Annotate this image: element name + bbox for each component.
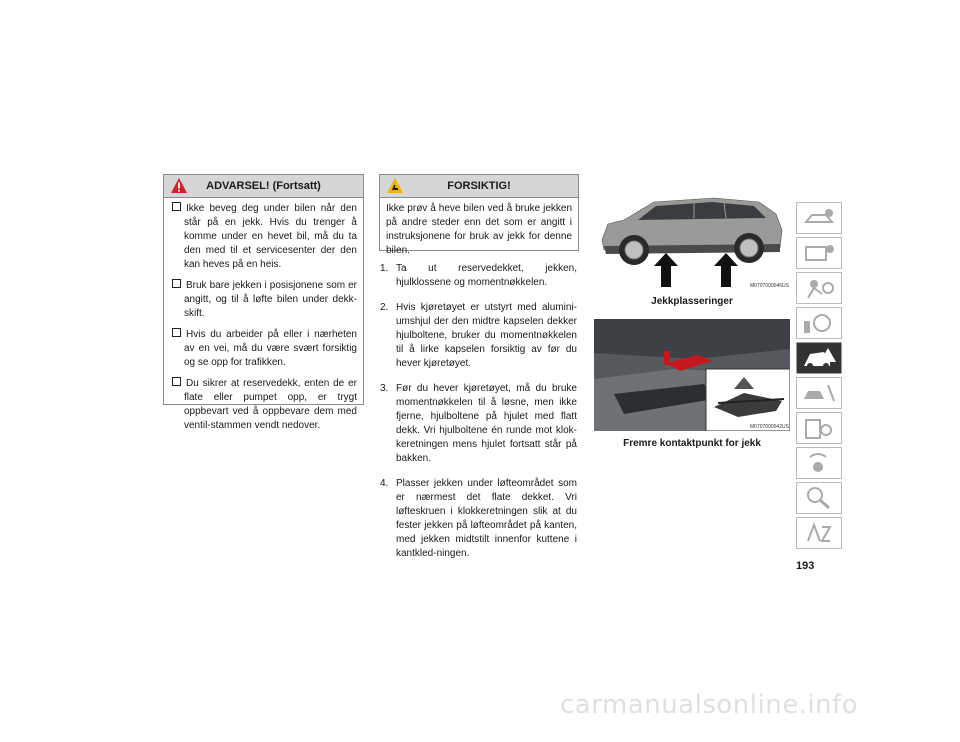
step-item: 4. Plasser jekken under løfteområdet som er nærmest det flate dekket. Vri løfteskruen i klokkeretningen slik at du fester jekken på løfteområdet på kanten, med jekken midtstilt innenfor kuttene i kantkled-ningen.	[380, 478, 577, 559]
warning-triangle-icon	[170, 177, 188, 195]
figure-code: M0707000042US	[750, 424, 789, 430]
warning-list	[164, 198, 363, 446]
checkbox-bullet-icon	[172, 377, 181, 386]
step-item: 2. Hvis kjøretøyet er utstyrt med alumini-umshjul der den midtre kapselen dekker hjulboltene, bruker du momentnøkkelen til å lirke kapselen forsiktig av før du hever kjøretøyet.	[380, 302, 577, 369]
watermark: carmanualsonline.info	[560, 690, 859, 720]
caution-box-title: FORSIKTIG!	[447, 180, 511, 192]
car-jack-points-figure	[594, 180, 790, 292]
chapter-tab-multimedia[interactable]	[796, 447, 842, 479]
warning-item: Ikke beveg deg under bilen når den står på en jekk. Hvis du trenger å komme under en hevet bil, må du ta den med til et servicesenter der den kan heves på en heis.	[172, 202, 357, 272]
chapter-tab-dashboard[interactable]	[796, 237, 842, 269]
chapter-tab-starting-operating[interactable]	[796, 307, 842, 339]
chapter-tab-technical-specifications[interactable]	[796, 412, 842, 444]
checkbox-bullet-icon	[172, 279, 181, 288]
caution-box-header	[380, 175, 578, 198]
warning-box-title: ADVARSEL! (Fortsatt)	[206, 180, 321, 192]
chapter-tab-getting-to-know-vehicle[interactable]	[796, 202, 842, 234]
checkbox-bullet-icon	[172, 202, 181, 211]
checkbox-bullet-icon	[172, 328, 181, 337]
jack-contact-figure	[594, 319, 790, 431]
chapter-tab-safety[interactable]	[796, 272, 842, 304]
chapter-tab-index[interactable]	[796, 517, 842, 549]
caution-hand-icon	[386, 177, 404, 195]
figure-caption: Fremre kontaktpunkt for jekk	[623, 438, 761, 449]
warning-box-header	[164, 175, 363, 198]
figure-caption: Jekkplasseringer	[651, 296, 733, 307]
page-number: 193	[796, 560, 815, 572]
caution-box	[379, 174, 579, 256]
warning-item: Hvis du arbeider på eller i nærheten av en vei, må du være svært forsiktig og se opp for trafikken.	[172, 328, 357, 370]
chapter-tab-servicing[interactable]	[796, 377, 842, 409]
warning-item: Du sikrer at reservedekk, enten de er flate eller pumpet opp, er trygt oppbevart ved å oppbevare dem med ventil-stammen vendt nedover.	[172, 377, 357, 433]
warning-item: Bruk bare jekken i posisjonene som er angitt, og til å løfte bilen under dekk-skift.	[172, 279, 357, 321]
instruction-steps	[380, 262, 577, 572]
figure-code: M0707000046US	[750, 283, 789, 289]
chapter-tab-customer-assistance[interactable]	[796, 482, 842, 514]
chapter-tab-in-case-of-emergency[interactable]	[796, 342, 842, 374]
step-item: 1. Ta ut reservedekket, jekken, hjulklossene og momentnøkkelen.	[380, 263, 577, 288]
warning-box	[163, 174, 364, 431]
caution-text: Ikke prøv å heve bilen ved å bruke jekken på andre steder enn det som er angitt i instruksjonene for bruk av jekk for denne bilen.	[386, 203, 572, 256]
step-item: 3. Før du hever kjøretøyet, må du bruke momentnøkkelen til å løsne, men ikke fjerne, hjulboltene på hjulet med flatt dekk. Vri hjulboltene én runde mot klok-keretningen mens hjulet fortsatt står på bakken.	[380, 383, 577, 464]
